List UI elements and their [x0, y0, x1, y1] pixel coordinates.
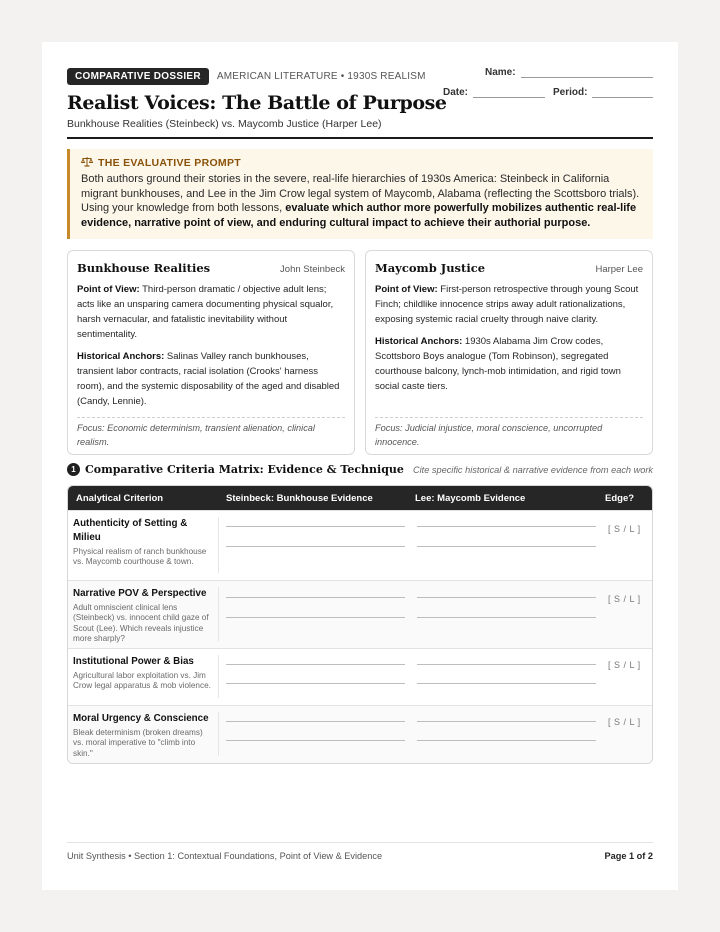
prompt-text-plain: Both authors ground their stories in the severe, real-life hierarchies of 1930s America: Steinbeck in California migrant bunkhouses, and Lee in the Jim Crow legal system of Maycomb, Alabama (reflecting the Scottsboro trials). Using your knowledge from both lessons, — [81, 173, 640, 215]
anchors-text: Salinas Valley ranch bunkhouses, transient labor contracts, racial isolation (Crooks' harness room), and the systemic disposability of the aged and disabled (Candy, Lennie). — [77, 351, 340, 407]
worksheet-page — [42, 42, 678, 890]
student-info-box — [443, 67, 653, 98]
section-heading — [67, 463, 653, 476]
steinbeck-writing-line[interactable] — [226, 721, 405, 722]
section-note: Cite specific historical & narrative evidence from each work — [413, 464, 653, 475]
prompt-heading-text: THE EVALUATIVE PROMPT — [98, 157, 241, 169]
page-number: Page 1 of 2 — [604, 851, 653, 861]
section-number-badge: 1 — [67, 463, 80, 476]
steinbeck-writing-line[interactable] — [226, 597, 405, 598]
dossier-tag: COMPARATIVE DOSSIER — [67, 68, 209, 85]
pov-text: First-person retrospective through young Scout Finch; childlike innocence strips away adult rationalizations, exposing systemic racial cruelty through naive clarity. — [375, 284, 639, 325]
card-author: Harper Lee — [595, 264, 643, 275]
header-criterion: Analytical Criterion — [76, 493, 164, 504]
criterion-title: Moral Urgency & Conscience — [73, 713, 209, 724]
steinbeck-writing-line[interactable] — [226, 526, 405, 527]
evaluative-prompt — [67, 149, 653, 239]
page-footer — [67, 842, 653, 861]
card-anchors — [77, 349, 345, 409]
table-row — [68, 510, 652, 581]
card-focus: Focus: Judicial injustice, moral conscience, uncorrupted innocence. — [375, 417, 643, 449]
steinbeck-card — [67, 250, 355, 455]
criteria-matrix-table — [67, 485, 653, 764]
date-field[interactable] — [473, 88, 545, 98]
anchors-label: Historical Anchors: — [77, 351, 165, 362]
criterion-title: Narrative POV & Perspective — [73, 588, 207, 599]
header-steinbeck: Steinbeck: Bunkhouse Evidence — [226, 493, 373, 504]
card-focus: Focus: Economic determinism, transient alienation, clinical realism. — [77, 417, 345, 449]
card-author: John Steinbeck — [280, 264, 345, 275]
lee-writing-line[interactable] — [417, 546, 596, 547]
table-header — [68, 486, 652, 510]
criterion-title: Institutional Power & Bias — [73, 656, 194, 667]
steinbeck-writing-line[interactable] — [226, 740, 405, 741]
edge-choice[interactable]: [ S / L ] — [608, 660, 641, 670]
section-title: Comparative Criteria Matrix: Evidence & Technique — [85, 463, 404, 476]
header-edge: Edge? — [605, 493, 635, 504]
lee-card — [365, 250, 653, 455]
criterion-desc: Bleak determinism (broken dreams) vs. moral imperative to "climb into skin." — [73, 728, 203, 758]
lee-writing-line[interactable] — [417, 721, 596, 722]
pov-label: Point of View: — [77, 284, 140, 295]
column-divider — [218, 712, 219, 756]
header-divider — [67, 137, 653, 139]
lee-writing-line[interactable] — [417, 526, 596, 527]
footer-section-label: Unit Synthesis • Section 1: Contextual Foundations, Point of View & Evidence — [67, 851, 383, 861]
pov-label: Point of View: — [375, 284, 438, 295]
criterion-desc: Physical realism of ranch bunkhouse vs. Maycomb courthouse & town. — [73, 547, 207, 567]
steinbeck-writing-line[interactable] — [226, 683, 405, 684]
lee-writing-line[interactable] — [417, 683, 596, 684]
card-title: Maycomb Justice — [375, 261, 486, 275]
edge-choice[interactable]: [ S / L ] — [608, 717, 641, 727]
anchors-text: 1930s Alabama Jim Crow codes, Scottsboro Boys analogue (Tom Robinson), segregated courthouse balcony, lynch-mob intimidation, and rigid town social caste tiers. — [375, 336, 621, 392]
prompt-text-bold: evaluate which author more powerfully mobilizes authentic real-life evidence, narrative point of view, and enduring cultural impact to achieve their authorial purpose. — [81, 202, 637, 229]
pov-text: Third-person dramatic / objective adult lens; acts like an unsparing camera documenting physical squalor, harsh vernacular, and fatalistic inevitability without sentimentality. — [77, 284, 334, 340]
lee-writing-line[interactable] — [417, 664, 596, 665]
lee-writing-line[interactable] — [417, 617, 596, 618]
column-divider — [218, 655, 219, 698]
criterion-desc: Agricultural labor exploitation vs. Jim Crow legal apparatus & mob violence. — [73, 671, 211, 691]
column-divider — [218, 517, 219, 573]
table-row — [68, 648, 652, 706]
card-title: Bunkhouse Realities — [77, 261, 211, 275]
card-anchors — [375, 334, 643, 394]
name-field[interactable] — [521, 68, 653, 78]
criterion-desc: Adult omniscient clinical lens (Steinbeck) vs. innocent child gaze of Scout (Lee). Which reveals injustice more sharply? — [73, 603, 209, 643]
edge-choice[interactable]: [ S / L ] — [608, 524, 641, 534]
period-field[interactable] — [592, 88, 653, 98]
course-kicker: AMERICAN LITERATURE • 1930S REALISM — [216, 70, 426, 82]
name-label: Name: — [485, 67, 516, 78]
lee-writing-line[interactable] — [417, 740, 596, 741]
card-pov — [77, 282, 345, 342]
lee-writing-line[interactable] — [417, 597, 596, 598]
table-row — [68, 705, 652, 764]
period-label: Period: — [553, 87, 588, 98]
steinbeck-writing-line[interactable] — [226, 617, 405, 618]
card-pov — [375, 282, 643, 327]
header-lee: Lee: Maycomb Evidence — [415, 493, 526, 504]
page-content — [67, 67, 653, 758]
page-subtitle: Bunkhouse Realities (Steinbeck) vs. Maycomb Justice (Harper Lee) — [67, 118, 382, 130]
prompt-heading — [81, 156, 643, 170]
criterion-title: Authenticity of Setting & Milieu — [73, 518, 188, 543]
table-row — [68, 580, 652, 649]
column-divider — [218, 587, 219, 641]
steinbeck-writing-line[interactable] — [226, 664, 405, 665]
steinbeck-writing-line[interactable] — [226, 546, 405, 547]
anchors-label: Historical Anchors: — [375, 336, 463, 347]
date-label: Date: — [443, 87, 469, 98]
scale-icon — [81, 156, 93, 170]
prompt-text — [81, 172, 643, 230]
edge-choice[interactable]: [ S / L ] — [608, 594, 641, 604]
page-title: Realist Voices: The Battle of Purpose — [67, 92, 447, 114]
